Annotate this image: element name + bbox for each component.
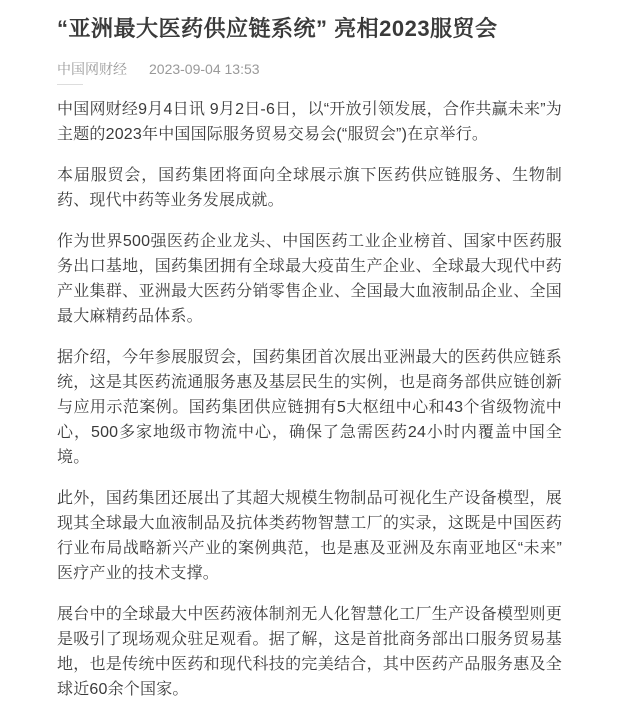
article-publish-time: 2023-09-04 13:53: [149, 61, 260, 77]
article-paragraph: 中国网财经9月4日讯 9月2日-6日，以“开放引领发展，合作共赢未来”为主题的2023年中国国际服务贸易交易会(“服贸会”)在京举行。: [57, 101, 562, 143]
page-title: “亚洲最大医药供应链系统” 亮相2023服贸会: [57, 16, 498, 41]
article-paragraph: 此外，国药集团还展出了其超大规模生物制品可视化生产设备模型，展现其全球最大血液制品及抗体类药物智慧工厂的实录，这既是中国医药行业布局战略新兴产业的案例典范，也是惠及亚洲及东南亚地区“未来”医疗产业的技术支撑。: [57, 490, 562, 582]
article-source: 中国网财经: [57, 61, 127, 77]
source-divider: [57, 84, 83, 85]
article-paragraph: 据介绍，今年参展服贸会，国药集团首次展出亚洲最大的医药供应链系统，这是其医药流通服务惠及基层民生的实例，也是商务部供应链创新与应用示范案例。国药集团供应链拥有5大枢纽中心和43个省级物流中心，500多家地级市物流中心，确保了急需医药24小时内覆盖中国全境。: [57, 349, 562, 466]
article-paragraph: 展台中的全球最大中医药液体制剂无人化智慧化工厂生产设备模型则更是吸引了现场观众驻足观看。据了解，这是首批商务部出口服务贸易基地，也是传统中医药和现代科技的完美结合，其中医药产品服务惠及全球近60余个国家。: [57, 606, 562, 698]
article-body: [57, 97, 562, 702]
article-meta: [57, 61, 562, 78]
article-paragraph: 本届服贸会，国药集团将面向全球展示旗下医药供应链服务、生物制药、现代中药等业务发展成就。: [57, 167, 562, 209]
article-paragraph: 作为世界500强医药企业龙头、中国医药工业企业榜首、国家中医药服务出口基地，国药集团拥有全球最大疫苗生产企业、全球最大现代中药产业集群、亚洲最大医药分销零售企业、全国最大血液制品企业、全国最大麻精药品体系。: [57, 233, 562, 325]
